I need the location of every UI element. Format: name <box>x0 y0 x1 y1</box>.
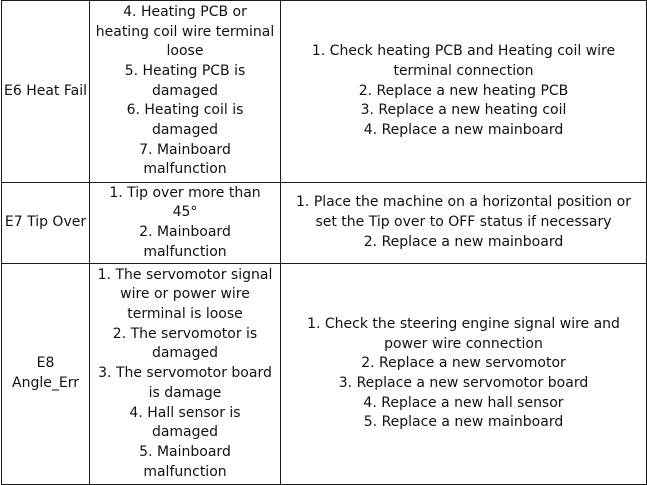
action-line: 2. Replace a new mainboard <box>363 233 564 250</box>
action-line: 1. Check heating PCB and Heating coil wire <box>311 43 616 60</box>
action-line: 1. Check the steering engine signal wire and <box>307 315 620 332</box>
cause-line: damaged <box>151 122 219 139</box>
error-code: E7 Tip Over <box>4 214 87 231</box>
table-row-e6 <box>2 1 647 183</box>
cause-line: 4. Hall sensor is <box>129 404 241 421</box>
cause-line: 45° <box>172 204 198 221</box>
action-line: 3. Replace a new heating coil <box>360 102 567 119</box>
cause-line: 5. Heating PCB is <box>124 62 246 79</box>
causes-cell <box>90 264 281 485</box>
error-code-cell <box>2 264 90 485</box>
action-line: terminal connection <box>393 62 534 79</box>
table-row-e8 <box>2 264 647 485</box>
action-line: 1. Place the machine on a horizontal position or <box>296 194 631 211</box>
actions-cell <box>281 264 647 485</box>
causes-cell <box>90 1 281 183</box>
cause-line: damaged <box>151 82 219 99</box>
cause-line: 2. The servomotor is <box>112 325 258 342</box>
cause-line: damaged <box>151 424 219 441</box>
action-line: 2. Replace a new servomotor <box>361 355 566 372</box>
cause-line: wire or power wire <box>120 286 250 303</box>
cause-line: 1. Tip over more than <box>109 184 261 201</box>
action-line: 3. Replace a new servomotor board <box>338 375 589 391</box>
error-code-cell <box>2 1 90 183</box>
cause-line: damaged <box>151 345 219 362</box>
cause-line: 2. Mainboard <box>139 224 231 240</box>
cause-line: is damage <box>148 384 222 401</box>
action-line: set the Tip over to OFF status if necessary <box>315 214 612 231</box>
error-code-line: E8 <box>36 355 55 372</box>
cause-line: malfunction <box>143 463 227 480</box>
cause-line: 7. Mainboard <box>139 141 231 158</box>
causes-cell <box>90 183 281 264</box>
cause-line: malfunction <box>143 161 227 178</box>
table-row-e7 <box>2 183 647 264</box>
cause-line: heating coil wire terminal <box>95 23 275 40</box>
error-code: E6 Heat Fail <box>4 82 87 99</box>
cause-line: 3. The servomotor board <box>98 365 272 382</box>
action-line: 2. Replace a new heating PCB <box>358 82 569 99</box>
cause-line: terminal is loose <box>127 306 243 323</box>
cause-line: 5. Mainboard <box>139 443 231 460</box>
cause-line: loose <box>166 43 204 60</box>
action-line: 5. Replace a new mainboard <box>363 414 564 431</box>
error-code-cell <box>2 183 90 264</box>
cause-line: 6. Heating coil is <box>126 102 244 119</box>
cause-line: 1. The servomotor signal <box>97 266 273 283</box>
actions-cell <box>281 183 647 264</box>
action-line: 4. Replace a new hall sensor <box>363 394 564 411</box>
cause-line: malfunction <box>143 243 227 260</box>
action-line: power wire connection <box>384 335 543 352</box>
error-code-line: Angle_Err <box>12 375 79 391</box>
actions-cell <box>281 1 647 183</box>
cause-line: 4. Heating PCB or <box>123 3 247 20</box>
action-line: 4. Replace a new mainboard <box>363 122 564 139</box>
fault-table <box>1 0 647 485</box>
